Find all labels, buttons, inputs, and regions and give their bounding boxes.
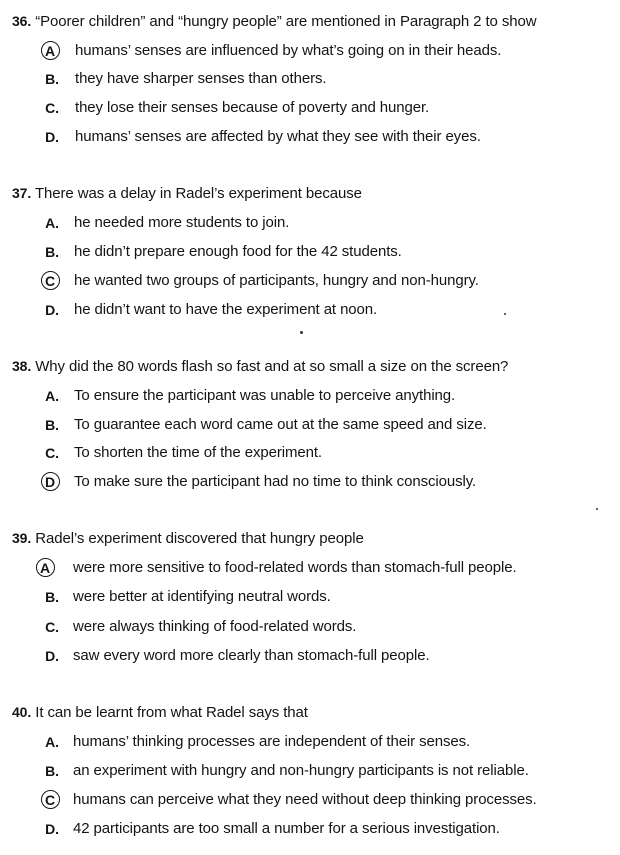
option-letter: C. xyxy=(45,100,59,116)
option-text: they lose their senses because of poverty and hunger. xyxy=(75,99,430,116)
question-text: Why did the 80 words flash so fast and at so small a size on the screen? xyxy=(35,358,509,375)
option-letter: A xyxy=(44,43,55,59)
option-letter: C. xyxy=(45,619,59,635)
option-letter: B. xyxy=(45,589,59,605)
option-text: humans’ senses are influenced by what’s going on in their heads. xyxy=(75,42,502,59)
scan-speck xyxy=(596,508,598,510)
option-text: were always thinking of food-related words. xyxy=(73,618,357,635)
option-text: To shorten the time of the experiment. xyxy=(74,444,322,461)
option-text: To guarantee each word came out at the same speed and size. xyxy=(74,416,487,433)
question-stem xyxy=(12,185,362,202)
option-text: he needed more students to join. xyxy=(74,214,290,231)
option-text: he wanted two groups of participants, hungry and non-hungry. xyxy=(74,272,479,289)
option-text: To ensure the participant was unable to perceive anything. xyxy=(74,387,456,404)
option-text: were better at identifying neutral words. xyxy=(73,588,331,605)
option-letter: C xyxy=(44,792,55,808)
question-text: It can be learnt from what Radel says that xyxy=(35,704,308,721)
question-stem xyxy=(12,704,308,721)
option-text: humans can perceive what they need without deep thinking processes. xyxy=(73,791,537,808)
scan-speck xyxy=(504,313,506,315)
option-text: humans’ senses are affected by what they see with their eyes. xyxy=(75,128,481,145)
option-letter: A. xyxy=(45,734,59,750)
option-text: they have sharper senses than others. xyxy=(75,70,327,87)
question-text: There was a delay in Radel’s experiment because xyxy=(34,185,362,202)
question-stem xyxy=(12,530,364,547)
option-letter: C. xyxy=(45,445,59,461)
option-letter: C xyxy=(44,273,55,289)
question-number: 40. xyxy=(12,704,32,720)
option-text: saw every word more clearly than stomach-full people. xyxy=(73,647,430,664)
question-number: 36. xyxy=(12,13,32,29)
option-letter: A xyxy=(39,560,50,576)
option-text: he didn’t prepare enough food for the 42 students. xyxy=(74,243,402,260)
option-letter: B. xyxy=(45,763,59,779)
option-text: an experiment with hungry and non-hungry participants is not reliable. xyxy=(73,762,529,779)
option-letter: A. xyxy=(45,388,59,404)
question-text: “Poorer children” and “hungry people” are mentioned in Paragraph 2 to show xyxy=(35,13,537,30)
question-stem xyxy=(12,358,508,375)
question-number: 39. xyxy=(12,530,32,546)
option-text: he didn’t want to have the experiment at noon. xyxy=(74,301,378,318)
option-text: humans’ thinking processes are independent of their senses. xyxy=(73,733,471,750)
question-stem xyxy=(12,13,536,30)
option-letter: D xyxy=(44,474,55,490)
question-number: 38. xyxy=(12,358,32,374)
question-text: Radel’s experiment discovered that hungry people xyxy=(35,530,364,547)
option-text: were more sensitive to food-related words than stomach-full people. xyxy=(73,559,517,576)
option-letter: D. xyxy=(45,129,59,145)
option-letter: B. xyxy=(45,417,59,433)
option-letter: D. xyxy=(45,302,59,318)
option-letter: B. xyxy=(45,71,59,87)
option-text: To make sure the participant had no time to think consciously. xyxy=(74,473,477,490)
option-text: 42 participants are too small a number for a serious investigation. xyxy=(73,820,500,837)
scan-speck xyxy=(300,331,303,334)
option-letter: B. xyxy=(45,244,59,260)
question-number: 37. xyxy=(12,185,32,201)
option-letter: D. xyxy=(45,821,59,837)
option-letter: A. xyxy=(45,215,59,231)
option-letter: D. xyxy=(45,648,59,664)
